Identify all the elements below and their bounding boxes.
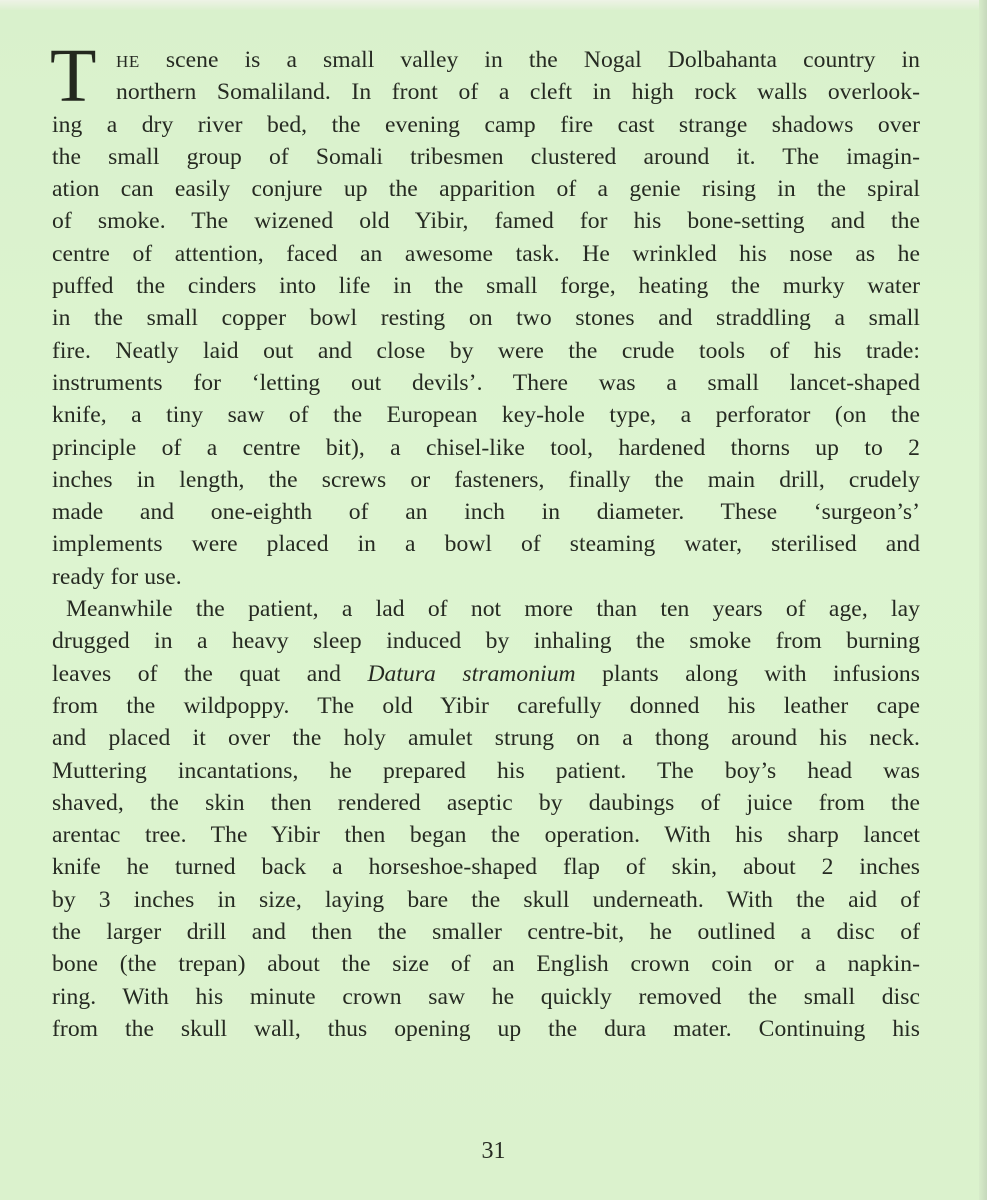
first-word-smallcaps: he	[116, 47, 140, 73]
text-line: fire. Neatly laid out and close by were the crude tools of his trade:	[52, 337, 920, 364]
text-line: in the small copper bowl resting on two stones and straddling a small	[52, 305, 920, 332]
text-line: arentac tree. The Yibir then began the operation. With his sharp lancet	[52, 822, 920, 849]
text-line: ing a dry river bed, the evening camp fire cast strange shadows over	[52, 111, 920, 138]
text-line: principle of a centre bit), a chisel-like tool, hardened thorns up to 2	[52, 434, 920, 461]
text-line: ring. With his minute crown saw he quickly removed the small disc	[52, 983, 920, 1010]
text-line: knife, a tiny saw of the European key-hole type, a perforator (on the	[52, 402, 920, 429]
text-line: Muttering incantations, he prepared his patient. The boy’s head was	[52, 757, 920, 784]
body-text	[50, 34, 920, 1045]
text-line: the small group of Somali tribesmen clustered around it. The imagin-	[52, 143, 920, 170]
text-line: of smoke. The wizened old Yibir, famed for his bone-setting and the	[52, 208, 920, 235]
text-line: made and one-eighth of an inch in diameter. These ‘surgeon’s’	[52, 499, 920, 526]
text-line: from the skull wall, thus opening up the dura mater. Continuing his	[52, 1015, 920, 1042]
text-line: knife he turned back a horseshoe-shaped flap of skin, about 2 inches	[52, 854, 920, 881]
italic-plant-name: Datura stramonium	[367, 660, 576, 687]
text-line: ation can easily conjure up the apparition of a genie rising in the spiral	[52, 176, 920, 203]
text-line: he scene is a small valley in the Nogal Dolbahanta country in	[116, 47, 920, 73]
text-line: implements were placed in a bowl of steaming water, sterilised and	[52, 531, 920, 558]
text-line: Meanwhile the patient, a lad of not more than ten years of age, lay	[66, 596, 920, 623]
text-line: instruments for ‘letting out devils’. There was a small lancet-shaped	[52, 369, 920, 396]
text-line: from the wildpoppy. The old Yibir carefully donned his leather cape	[52, 692, 920, 719]
text-line: by 3 inches in size, laying bare the skull underneath. With the aid of	[52, 886, 920, 913]
text-line: the larger drill and then the smaller centre-bit, he outlined a disc of	[52, 919, 920, 946]
page-number: 31	[481, 1138, 506, 1164]
text-line: centre of attention, faced an awesome task. He wrinkled his nose as he	[52, 240, 920, 267]
text-line: ready for use.	[52, 563, 182, 590]
text-line: leaves of the quat and Datura stramonium plants along with infusions	[52, 660, 920, 687]
text-line: shaved, the skin then rendered aseptic by daubings of juice from the	[52, 789, 920, 816]
text-line: inches in length, the screws or fasteners, finally the main drill, crudely	[52, 466, 920, 493]
drop-cap: T	[50, 34, 97, 118]
text-line: puffed the cinders into life in the small forge, heating the murky water	[52, 273, 920, 300]
text-line: northern Somaliland. In front of a cleft in high rock walls overlook-	[116, 79, 920, 106]
page-top-edge	[0, 0, 987, 10]
text-line: drugged in a heavy sleep induced by inhaling the smoke from burning	[52, 628, 920, 655]
text-line: and placed it over the holy amulet strung on a thong around his neck.	[52, 725, 920, 752]
page-gutter-shadow	[979, 0, 987, 1200]
text-line: bone (the trepan) about the size of an English crown coin or a napkin-	[52, 951, 920, 978]
